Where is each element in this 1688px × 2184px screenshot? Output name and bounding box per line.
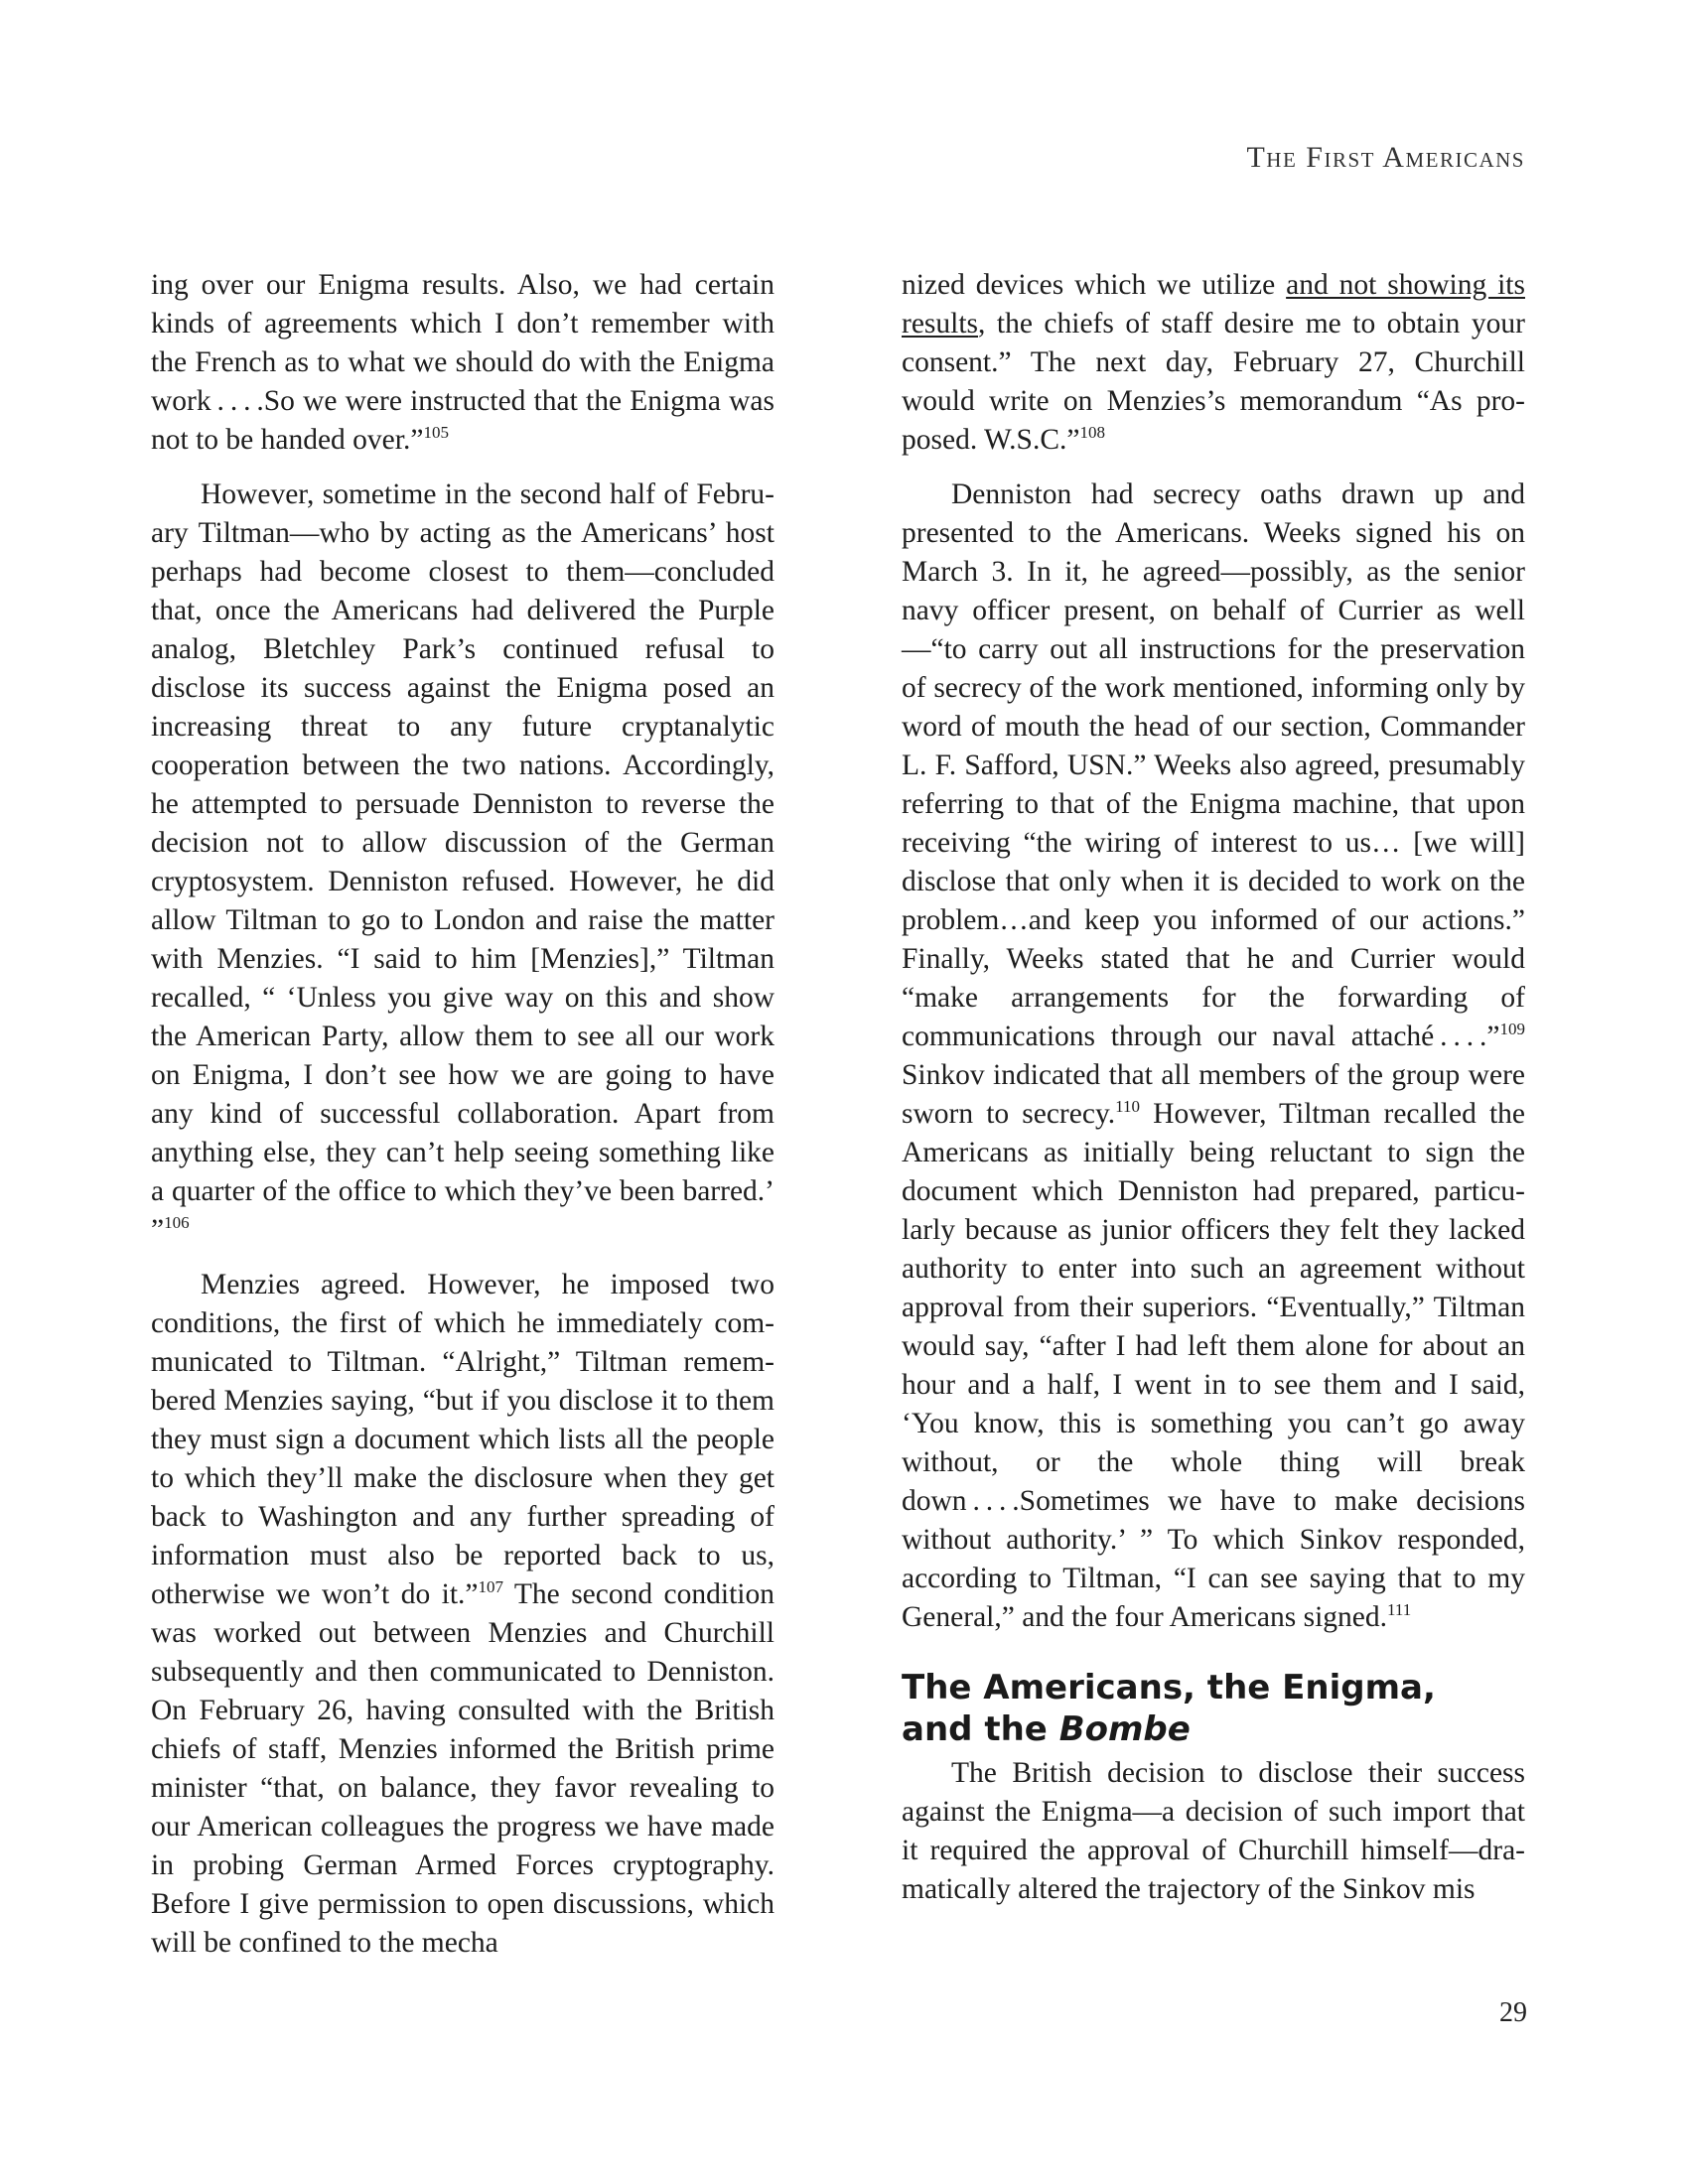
footnote-ref: 109 — [1499, 1020, 1525, 1039]
paragraph — [151, 476, 774, 1250]
left-column — [151, 266, 774, 1979]
paragraph-continued — [902, 266, 1525, 460]
running-head: The First Americans — [1246, 141, 1525, 174]
paragraph-text: However, Tiltman recalled the Americans as initially being reluctant to sign the document which Denniston had prepared, particularly because as junior officers they felt they lacked authority to enter into such an agreement without approval from their superiors. “Eventually,” Tiltman would say, “after I had left them alone for about an hour and a half, I went in to see them and I said, ‘You know, this is something you can’t go away without, or the whole thing will break down . . . .Sometimes we have to make decisions without authority.’ ” To which Sinkov responded, according to Tiltman, “I can see saying that to my General,” and the four Americans signed. — [902, 1098, 1525, 1633]
footnote-ref: 108 — [1079, 423, 1105, 443]
page-number: 29 — [1499, 1997, 1527, 2028]
heading-line-1: The Americans, the Enigma, — [902, 1668, 1436, 1707]
footnote-ref: 106 — [164, 1213, 190, 1233]
paragraph-text: Denniston had secrecy oaths drawn up and presented to the Americans. Weeks signed his on March 3. In it, he agreed—possibly, as the senior navy officer present, on behalf of Currier as well—“to carry out all instructions for the preservation of secrecy of the work mentioned, informing only by word of mouth the head of our section, Commander L. F. Safford, USN.” Weeks also agreed, presumably referring to that of the Enigma machine, that upon receiving “the wiring of interest to us… [we will] disclose that only when it is decided to work on the problem…and keep you informed of our actions.” Finally, Weeks stated that he and Currier would “make arrangements for the forwarding of communications through our naval attaché . . . .” — [902, 478, 1525, 1052]
right-column — [902, 266, 1525, 1925]
paragraph-text: Menzies agreed. However, he imposed two conditions, the first of which he immediately communicated to Tiltman. “Alright,” Tiltman remembered Menzies saying, “but if you disclose it to them they must sign a document which lists all the people to which they’ll make the disclosure when they get back to Washington and any further spreading of information must also be reported back to us, otherwise we won’t do it.” — [151, 1269, 774, 1610]
paragraph-text: nized devices which we utilize — [902, 269, 1287, 301]
paragraph — [151, 1266, 774, 1963]
underlined-text: and not showing its results — [902, 269, 1525, 340]
paragraph-text: , the chiefs of staff desire me to obtain your consent.” The next day, February 27, Churchill would write on Menzies’s memorandum “As proposed. W.S.C.” — [902, 308, 1525, 456]
paragraph-text: The British decision to disclose their success against the Enigma—a decision of such import that it required the approval of Churchill himself—dramatically altered the trajectory of the Sinkov mis — [902, 1757, 1525, 1905]
footnote-ref: 110 — [1115, 1097, 1141, 1117]
footnote-ref: 111 — [1387, 1600, 1412, 1620]
heading-italic: Bombe — [1058, 1709, 1191, 1749]
section-heading — [902, 1667, 1525, 1750]
paragraph-text: The second condition was worked out between Menzies and Churchill subsequently and then communicated to Denniston. On February 26, having consulted with the British chiefs of staff, Menzies informed the British prime minister “that, on balance, they favor revealing to our American colleagues the progress we have made in probing German Armed Forces cryptography. Before I give permission to open discussions, which will be confined to the mecha — [151, 1578, 774, 1959]
paragraph — [902, 1754, 1525, 1909]
paragraph-continued — [151, 266, 774, 460]
paragraph-text: Sinkov indicated that all members of the group were sworn to secrecy. — [902, 1059, 1525, 1130]
footnote-ref: 105 — [423, 423, 449, 443]
paragraph — [902, 476, 1525, 1637]
paragraph-text: However, sometime in the second half of February Tiltman—who by acting as the Americans’ host perhaps had become closest to them—concluded that, once the Americans had delivered the Purple analog, Bletchley Park’s continued refusal to disclose its success against the Enigma posed an increasing threat to any future cryptanalytic cooperation between the two nations. Accordingly, he attempted to persuade Denniston to reverse the decision not to allow discussion of the German cryptosystem. Denniston refused. However, he did allow Tiltman to go to London and raise the matter with Menzies. “I said to him [Menzies],” Tiltman recalled, “ ‘Unless you give way on this and show the American Party, allow them to see all our work on Enigma, I don’t see how we are going to have any kind of successful collaboration. Apart from anything else, they can’t help seeing something like a quarter of the office to which they’ve been barred.’ ” — [151, 478, 774, 1246]
paragraph-text: ing over our Enigma results. Also, we had certain kinds of agreements which I don’t remember with the French as to what we should do with the Enigma work . . . .So we were instructed that the Enigma was not to be handed over.” — [151, 269, 774, 456]
footnote-ref: 107 — [478, 1577, 503, 1597]
heading-line-2: and the — [902, 1709, 1059, 1749]
